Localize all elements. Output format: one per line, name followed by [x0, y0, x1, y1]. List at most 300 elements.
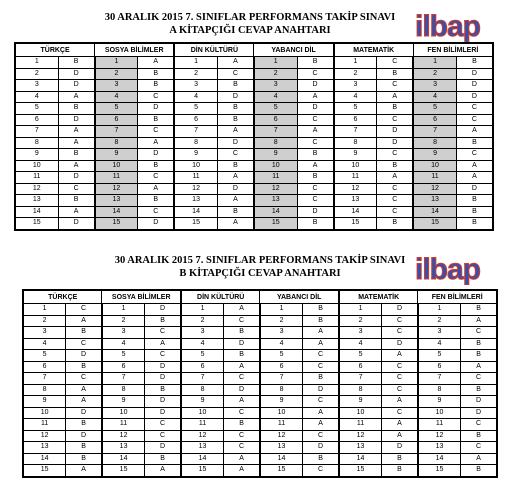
answer-cell: C — [145, 327, 181, 339]
question-number: 10 — [339, 407, 382, 419]
answer-cell: B — [224, 419, 260, 431]
question-number: 4 — [418, 338, 461, 350]
subject-header: SOSYA BİLİMLER — [102, 290, 181, 304]
answer-cell: B — [217, 160, 254, 172]
answer-cell: D — [58, 68, 95, 80]
question-number: 5 — [413, 103, 456, 115]
answer-cell: C — [66, 373, 102, 385]
answer-cell: A — [461, 361, 497, 373]
answer-cell: B — [461, 384, 497, 396]
question-number: 1 — [254, 57, 297, 69]
answer-cell: B — [461, 465, 497, 477]
answer-row — [23, 373, 497, 385]
answer-cell: A — [224, 453, 260, 465]
question-number: 4 — [15, 91, 58, 103]
answer-cell: A — [58, 91, 95, 103]
answer-row — [15, 172, 493, 184]
answer-cell: C — [382, 407, 418, 419]
answer-cell: B — [58, 103, 95, 115]
answer-cell: C — [145, 419, 181, 431]
answer-cell: D — [297, 103, 334, 115]
answer-cell: D — [461, 396, 497, 408]
answer-cell: C — [303, 465, 339, 477]
question-number: 4 — [23, 338, 66, 350]
answer-cell: D — [138, 218, 175, 230]
answer-cell: C — [382, 373, 418, 385]
question-number: 14 — [23, 453, 66, 465]
answer-cell: A — [66, 315, 102, 327]
answer-cell: B — [66, 327, 102, 339]
answer-cell: C — [461, 442, 497, 454]
question-number: 9 — [15, 149, 58, 161]
question-number: 3 — [260, 327, 303, 339]
answer-cell: D — [377, 126, 414, 138]
question-number: 3 — [413, 80, 456, 92]
answer-cell: C — [138, 126, 175, 138]
question-number: 9 — [339, 396, 382, 408]
question-number: 11 — [15, 172, 58, 184]
question-number: 2 — [418, 315, 461, 327]
answer-cell: B — [224, 350, 260, 362]
answer-cell: B — [303, 453, 339, 465]
answer-cell: A — [217, 172, 254, 184]
answer-cell: D — [382, 442, 418, 454]
answer-cell: D — [297, 80, 334, 92]
question-number: 10 — [260, 407, 303, 419]
answer-cell: A — [58, 126, 95, 138]
question-number: 14 — [339, 453, 382, 465]
answer-cell: C — [461, 373, 497, 385]
question-number: 8 — [174, 137, 217, 149]
question-number: 11 — [102, 419, 145, 431]
question-number: 6 — [334, 114, 377, 126]
question-number: 1 — [339, 304, 382, 316]
question-number: 8 — [181, 384, 224, 396]
question-number: 14 — [102, 453, 145, 465]
answer-cell: A — [303, 338, 339, 350]
answer-cell: C — [456, 114, 493, 126]
question-number: 3 — [339, 327, 382, 339]
answer-cell: A — [297, 160, 334, 172]
answer-cell: B — [217, 206, 254, 218]
answer-cell: A — [217, 126, 254, 138]
answer-cell: A — [138, 137, 175, 149]
question-number: 1 — [260, 304, 303, 316]
answer-cell: C — [145, 430, 181, 442]
question-number: 15 — [339, 465, 382, 477]
answer-cell: D — [58, 218, 95, 230]
question-number: 7 — [102, 373, 145, 385]
answer-cell: A — [66, 384, 102, 396]
question-number: 12 — [15, 183, 58, 195]
question-number: 9 — [181, 396, 224, 408]
answer-row — [15, 103, 493, 115]
answer-cell: B — [217, 103, 254, 115]
question-number: 4 — [413, 91, 456, 103]
answer-row — [15, 218, 493, 230]
answer-cell: A — [297, 126, 334, 138]
answer-cell: C — [382, 315, 418, 327]
question-number: 8 — [23, 384, 66, 396]
question-number: 10 — [334, 160, 377, 172]
subject-header: MATEMATİK — [339, 290, 418, 304]
question-number: 15 — [174, 218, 217, 230]
question-number: 6 — [23, 361, 66, 373]
answer-cell: D — [66, 407, 102, 419]
question-number: 13 — [15, 195, 58, 207]
answer-cell: B — [382, 465, 418, 477]
answer-cell: C — [377, 206, 414, 218]
question-number: 9 — [260, 396, 303, 408]
question-number: 10 — [181, 407, 224, 419]
question-number: 7 — [15, 126, 58, 138]
question-number: 6 — [95, 114, 138, 126]
question-number: 1 — [413, 57, 456, 69]
answer-cell: A — [145, 338, 181, 350]
section-b-title-line1: 30 ARALIK 2015 7. SINIFLAR PERFORMANS TAKİP SINAVI — [114, 255, 406, 266]
question-number: 11 — [254, 172, 297, 184]
question-number: 7 — [181, 373, 224, 385]
answer-cell: C — [382, 361, 418, 373]
question-number: 4 — [181, 338, 224, 350]
answer-cell: C — [297, 114, 334, 126]
question-number: 14 — [254, 206, 297, 218]
section-a-logo-text: ilbap — [415, 10, 481, 42]
answer-row — [15, 126, 493, 138]
subject-header: YABANCI DİL — [260, 290, 339, 304]
answer-cell: A — [456, 126, 493, 138]
answer-row — [15, 114, 493, 126]
question-number: 10 — [254, 160, 297, 172]
question-number: 7 — [413, 126, 456, 138]
question-number: 13 — [334, 195, 377, 207]
answer-cell: B — [456, 195, 493, 207]
question-number: 5 — [174, 103, 217, 115]
question-number: 4 — [102, 338, 145, 350]
answer-cell: D — [145, 373, 181, 385]
answer-cell: A — [66, 396, 102, 408]
question-number: 5 — [339, 350, 382, 362]
answer-row — [23, 430, 497, 442]
answer-cell: A — [382, 350, 418, 362]
question-number: 2 — [334, 68, 377, 80]
answer-cell: C — [224, 442, 260, 454]
question-number: 12 — [339, 430, 382, 442]
answer-cell: A — [224, 396, 260, 408]
answer-row — [23, 361, 497, 373]
answer-cell: C — [377, 195, 414, 207]
question-number: 13 — [95, 195, 138, 207]
answer-cell: C — [303, 396, 339, 408]
answer-cell: D — [303, 384, 339, 396]
answer-row — [15, 91, 493, 103]
answer-row — [23, 442, 497, 454]
question-number: 10 — [418, 407, 461, 419]
answer-cell: B — [303, 373, 339, 385]
question-number: 9 — [254, 149, 297, 161]
answer-cell: B — [377, 160, 414, 172]
answer-cell: B — [461, 430, 497, 442]
question-number: 12 — [174, 183, 217, 195]
question-number: 11 — [418, 419, 461, 431]
answer-row — [15, 183, 493, 195]
subject-header: FEN BİLİMLERİ — [413, 43, 493, 57]
answer-row — [15, 195, 493, 207]
question-number: 8 — [418, 384, 461, 396]
answer-cell: B — [456, 206, 493, 218]
question-number: 3 — [15, 80, 58, 92]
question-number: 8 — [102, 384, 145, 396]
answer-cell: D — [303, 442, 339, 454]
question-number: 12 — [23, 430, 66, 442]
question-number: 12 — [102, 430, 145, 442]
answer-cell: A — [138, 57, 175, 69]
answer-cell: D — [145, 304, 181, 316]
answer-cell: A — [58, 160, 95, 172]
answer-cell: A — [456, 172, 493, 184]
question-number: 11 — [174, 172, 217, 184]
question-number: 14 — [95, 206, 138, 218]
answer-cell: A — [303, 327, 339, 339]
question-number: 3 — [181, 327, 224, 339]
question-number: 8 — [339, 384, 382, 396]
question-number: 14 — [418, 453, 461, 465]
answer-cell: D — [217, 91, 254, 103]
question-number: 4 — [95, 91, 138, 103]
question-number: 2 — [339, 315, 382, 327]
question-number: 6 — [102, 361, 145, 373]
subject-header: SOSYA BİLİMLER — [95, 43, 175, 57]
question-number: 15 — [102, 465, 145, 477]
answer-cell: B — [456, 57, 493, 69]
answer-cell: C — [382, 327, 418, 339]
answer-cell: C — [66, 338, 102, 350]
answer-cell: A — [297, 91, 334, 103]
answer-key-table-a — [14, 42, 494, 231]
question-number: 13 — [339, 442, 382, 454]
answer-cell: B — [297, 172, 334, 184]
answer-cell: D — [382, 338, 418, 350]
question-number: 1 — [181, 304, 224, 316]
question-number: 1 — [15, 57, 58, 69]
question-number: 7 — [418, 373, 461, 385]
question-number: 9 — [334, 149, 377, 161]
answer-cell: C — [382, 384, 418, 396]
subject-header: DİN KÜLTÜRÜ — [181, 290, 260, 304]
answer-cell: A — [58, 206, 95, 218]
answer-cell: A — [382, 430, 418, 442]
question-number: 11 — [95, 172, 138, 184]
question-number: 9 — [174, 149, 217, 161]
answer-cell: D — [145, 442, 181, 454]
answer-cell: A — [145, 465, 181, 477]
answer-cell: C — [461, 419, 497, 431]
answer-cell: C — [377, 114, 414, 126]
answer-cell: D — [456, 91, 493, 103]
answer-cell: B — [382, 453, 418, 465]
question-number: 2 — [254, 68, 297, 80]
answer-cell: D — [145, 407, 181, 419]
question-number: 15 — [23, 465, 66, 477]
answer-cell: B — [58, 195, 95, 207]
question-number: 12 — [418, 430, 461, 442]
answer-cell: A — [224, 361, 260, 373]
answer-row — [23, 407, 497, 419]
question-number: 2 — [102, 315, 145, 327]
question-number: 9 — [95, 149, 138, 161]
question-number: 6 — [254, 114, 297, 126]
section-a-title-line2: A KİTAPÇIĞI CEVAP ANAHTARI — [169, 25, 331, 36]
question-number: 1 — [334, 57, 377, 69]
question-number: 15 — [413, 218, 456, 230]
answer-cell: B — [217, 114, 254, 126]
answer-cell: A — [382, 419, 418, 431]
answer-cell: A — [377, 91, 414, 103]
question-number: 4 — [260, 338, 303, 350]
question-number: 2 — [413, 68, 456, 80]
question-number: 4 — [254, 91, 297, 103]
question-number: 2 — [15, 68, 58, 80]
question-number: 10 — [23, 407, 66, 419]
question-number: 12 — [334, 183, 377, 195]
question-number: 9 — [418, 396, 461, 408]
answer-cell: D — [66, 430, 102, 442]
question-number: 6 — [174, 114, 217, 126]
answer-cell: D — [456, 68, 493, 80]
question-number: 1 — [23, 304, 66, 316]
answer-cell: A — [138, 183, 175, 195]
answer-cell: B — [145, 384, 181, 396]
answer-cell: C — [138, 206, 175, 218]
answer-cell: C — [377, 80, 414, 92]
answer-cell: D — [138, 149, 175, 161]
question-number: 13 — [174, 195, 217, 207]
question-number: 7 — [174, 126, 217, 138]
answer-row — [15, 57, 493, 69]
question-number: 7 — [23, 373, 66, 385]
question-number: 14 — [174, 206, 217, 218]
answer-cell: D — [456, 183, 493, 195]
answer-cell: B — [66, 361, 102, 373]
answer-cell: D — [217, 183, 254, 195]
answer-cell: C — [58, 183, 95, 195]
answer-cell: C — [303, 430, 339, 442]
answer-cell: C — [461, 327, 497, 339]
answer-row — [23, 465, 497, 477]
question-number: 8 — [334, 137, 377, 149]
answer-cell: C — [377, 149, 414, 161]
answer-cell: D — [297, 206, 334, 218]
answer-cell: D — [138, 103, 175, 115]
question-number: 12 — [413, 183, 456, 195]
question-number: 8 — [413, 137, 456, 149]
answer-cell: D — [456, 80, 493, 92]
question-number: 5 — [260, 350, 303, 362]
answer-cell: B — [297, 57, 334, 69]
answer-cell: D — [224, 384, 260, 396]
answer-cell: B — [456, 218, 493, 230]
question-number: 13 — [23, 442, 66, 454]
answer-row — [15, 160, 493, 172]
question-number: 13 — [413, 195, 456, 207]
question-number: 1 — [174, 57, 217, 69]
answer-cell: B — [138, 68, 175, 80]
answer-cell: A — [217, 57, 254, 69]
answer-cell: B — [461, 338, 497, 350]
question-number: 8 — [15, 137, 58, 149]
answer-cell: B — [58, 57, 95, 69]
answer-cell: B — [66, 453, 102, 465]
answer-cell: B — [138, 80, 175, 92]
question-number: 6 — [15, 114, 58, 126]
answer-cell: C — [217, 149, 254, 161]
subject-header: TÜRKÇE — [23, 290, 102, 304]
answer-row — [23, 453, 497, 465]
question-number: 10 — [15, 160, 58, 172]
answer-cell: C — [145, 350, 181, 362]
question-number: 4 — [174, 91, 217, 103]
question-number: 2 — [260, 315, 303, 327]
question-number: 3 — [95, 80, 138, 92]
question-number: 11 — [23, 419, 66, 431]
question-number: 13 — [181, 442, 224, 454]
answer-row — [15, 149, 493, 161]
subject-header: DİN KÜLTÜRÜ — [174, 43, 254, 57]
answer-cell: C — [297, 68, 334, 80]
answer-row — [23, 327, 497, 339]
question-number: 5 — [102, 350, 145, 362]
question-number: 15 — [334, 218, 377, 230]
question-number: 8 — [260, 384, 303, 396]
question-number: 6 — [260, 361, 303, 373]
answer-cell: B — [377, 103, 414, 115]
question-number: 5 — [418, 350, 461, 362]
question-number: 1 — [95, 57, 138, 69]
question-number: 3 — [334, 80, 377, 92]
answer-cell: C — [297, 137, 334, 149]
question-number: 14 — [15, 206, 58, 218]
answer-cell: D — [145, 396, 181, 408]
section-b-title-line2: B KİTAPÇIĞI CEVAP ANAHTARI — [179, 268, 341, 279]
question-number: 1 — [418, 304, 461, 316]
answer-cell: A — [217, 195, 254, 207]
question-number: 5 — [254, 103, 297, 115]
question-number: 3 — [23, 327, 66, 339]
answer-cell: A — [224, 465, 260, 477]
answer-key-table-b — [22, 289, 498, 478]
answer-cell: B — [217, 80, 254, 92]
answer-cell: A — [461, 315, 497, 327]
answer-cell: B — [461, 304, 497, 316]
answer-cell: A — [377, 172, 414, 184]
answer-cell: D — [58, 80, 95, 92]
question-number: 13 — [254, 195, 297, 207]
answer-cell: A — [303, 419, 339, 431]
question-number: 13 — [418, 442, 461, 454]
answer-cell: B — [145, 315, 181, 327]
answer-row — [15, 137, 493, 149]
answer-cell: D — [461, 407, 497, 419]
question-number: 12 — [181, 430, 224, 442]
answer-cell: D — [217, 137, 254, 149]
answer-cell: C — [297, 195, 334, 207]
answer-row — [23, 396, 497, 408]
question-number: 7 — [334, 126, 377, 138]
answer-cell: D — [145, 361, 181, 373]
answer-cell: B — [377, 68, 414, 80]
answer-cell: D — [58, 114, 95, 126]
answer-cell: A — [382, 396, 418, 408]
